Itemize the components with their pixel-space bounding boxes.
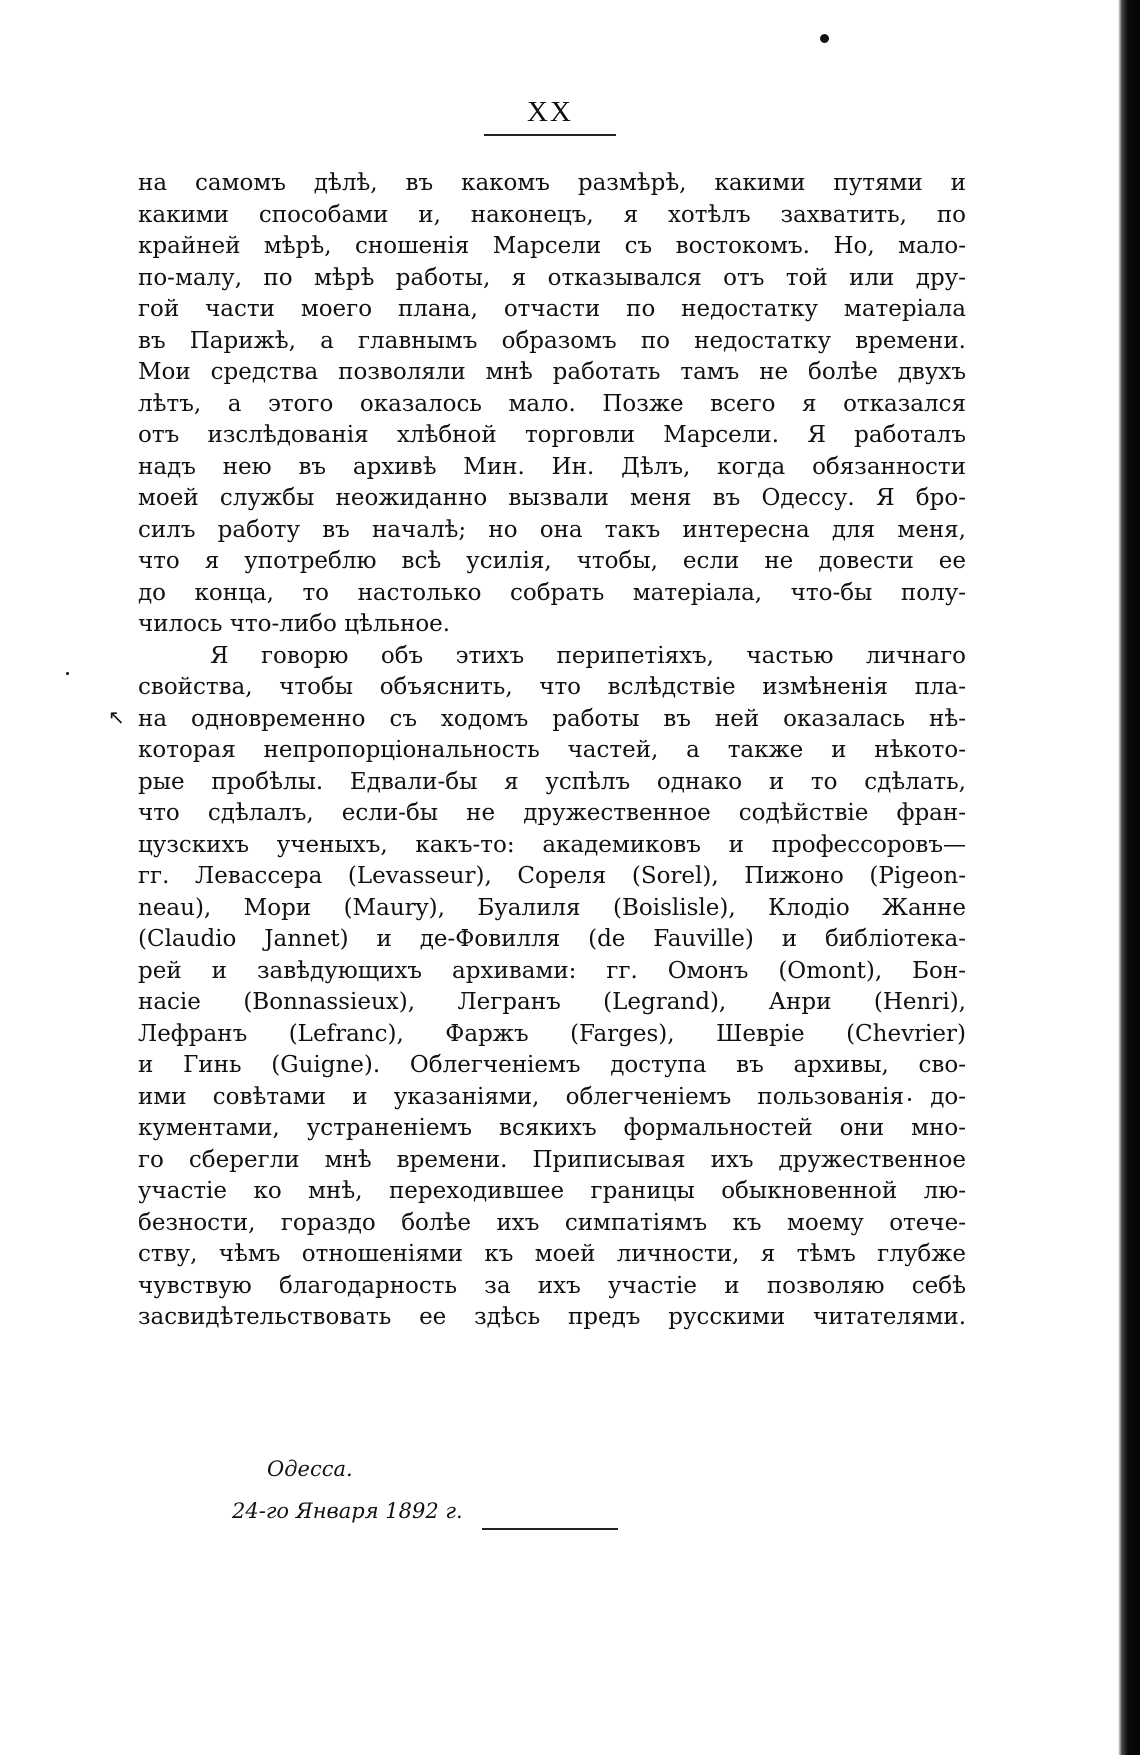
page-number-rule <box>484 134 616 136</box>
text-line: ими совѣтами и указаніями, облегченіемъ пользованія до- <box>138 1083 966 1110</box>
text-line: свойства, чтобы объяснить, что вслѣдствіе измѣненія пла- <box>138 674 966 700</box>
text-line: neau), Мори (Maury), Буалиля (Boislisle), Клодіо Жанне <box>138 894 966 921</box>
text-line: крайней мѣрѣ, сношенія Марсели съ востокомъ. Но, мало- <box>138 233 966 259</box>
text-line: насіе (Bonnassieux), Легранъ (Legrand), Анри (Henri), <box>138 989 966 1015</box>
text-line: какими способами и, наконецъ, я хотѣлъ захватить, по <box>138 201 966 228</box>
text-line: засвидѣтельствовать ее здѣсь предъ русскими читателями. <box>138 1304 966 1330</box>
signoff-date: 24-го Января 1892 г. <box>232 1499 463 1523</box>
text-line: по-малу, по мѣрѣ работы, я отказывался отъ той или дру- <box>138 264 966 291</box>
text-line: участіе ко мнѣ, переходившее границы обыкновенной лю- <box>138 1178 966 1204</box>
body-text <box>138 168 966 1334</box>
text-line: которая непропорціональность частей, а также и нѣкото- <box>138 737 966 763</box>
text-line: что я употреблю всѣ усилія, чтобы, если не довести ее <box>138 548 966 574</box>
text-line: силъ работу въ началѣ; но она такъ интересна для меня, <box>138 516 966 543</box>
text-line: до конца, то настолько собрать матеріала, что-бы полу- <box>138 579 966 606</box>
text-line: на самомъ дѣлѣ, въ какомъ размѣрѣ, какими путями и <box>138 170 966 196</box>
text-line: лѣтъ, а этого оказалось мало. Позже всего я отказался <box>138 390 966 417</box>
text-line: гг. Левассера (Levasseur), Сореля (Sorel), Пижоно (Pigeon- <box>138 863 966 889</box>
signoff <box>232 1448 463 1532</box>
text-line: въ Парижѣ, а главнымъ образомъ по недостатку времени. <box>138 327 966 354</box>
text-line: на одновременно съ ходомъ работы въ ней оказалась нѣ- <box>138 705 966 732</box>
text-line: надъ нею въ архивѣ Мин. Ин. Дѣлъ, когда обязанности <box>138 453 966 480</box>
text-line: ству, чѣмъ отношеніями къ моей личности, я тѣмъ глубже <box>138 1241 966 1267</box>
signoff-place: Одесса. <box>267 1457 353 1481</box>
text-line: рые пробѣлы. Едвали-бы я успѣлъ однако и то сдѣлать, <box>138 768 966 795</box>
text-line: го сберегли мнѣ времени. Приписывая ихъ дружественное <box>138 1146 966 1173</box>
text-line: отъ изслѣдованія хлѣбной торговли Марсели. Я работалъ <box>138 422 966 448</box>
print-speck <box>66 672 69 675</box>
closing-rule <box>482 1528 618 1530</box>
text-line: рей и завѣдующихъ архивами: гг. Омонъ (Omont), Бон- <box>138 957 966 984</box>
text-line: гой части моего плана, отчасти по недостатку матеріала <box>138 296 966 322</box>
text-line: Мои средства позволяли мнѣ работать тамъ не болѣе двухъ <box>138 359 966 385</box>
text-line: и Гинь (Guigne). Облегченіемъ доступа въ архивы, сво- <box>138 1052 966 1078</box>
text-line: (Claudio Jannet) и де-Фовилля (de Fauville) и библіотека- <box>138 926 966 952</box>
text-line: чувствую благодарность за ихъ участіе и позволяю себѣ <box>138 1272 966 1299</box>
text-line: что сдѣлалъ, если-бы не дружественное содѣйствіе фран- <box>138 800 966 826</box>
text-line: безности, гораздо болѣе ихъ симпатіямъ къ моему отече- <box>138 1209 966 1236</box>
text-line: кументами, устраненіемъ всякихъ формальностей они мно- <box>138 1115 966 1141</box>
print-speck <box>820 34 829 43</box>
margin-pencil-mark: ↖ <box>108 705 125 729</box>
text-line: цузскихъ ученыхъ, какъ-то: академиковъ и профессоровъ— <box>138 831 966 858</box>
text-line-paragraph-start: Я говорю объ этихъ перипетіяхъ, частью личнаго <box>210 642 966 669</box>
text-line-paragraph-end: чилось что-либо цѣльное. <box>138 611 451 637</box>
text-line: Лефранъ (Lefranc), Фаржъ (Farges), Шевріе (Chevrier) <box>138 1020 966 1047</box>
page-number: XX <box>527 96 573 128</box>
scan-edge-shadow <box>1118 0 1140 1755</box>
text-line: моей службы неожиданно вызвали меня въ Одессу. Я бро- <box>138 485 966 511</box>
